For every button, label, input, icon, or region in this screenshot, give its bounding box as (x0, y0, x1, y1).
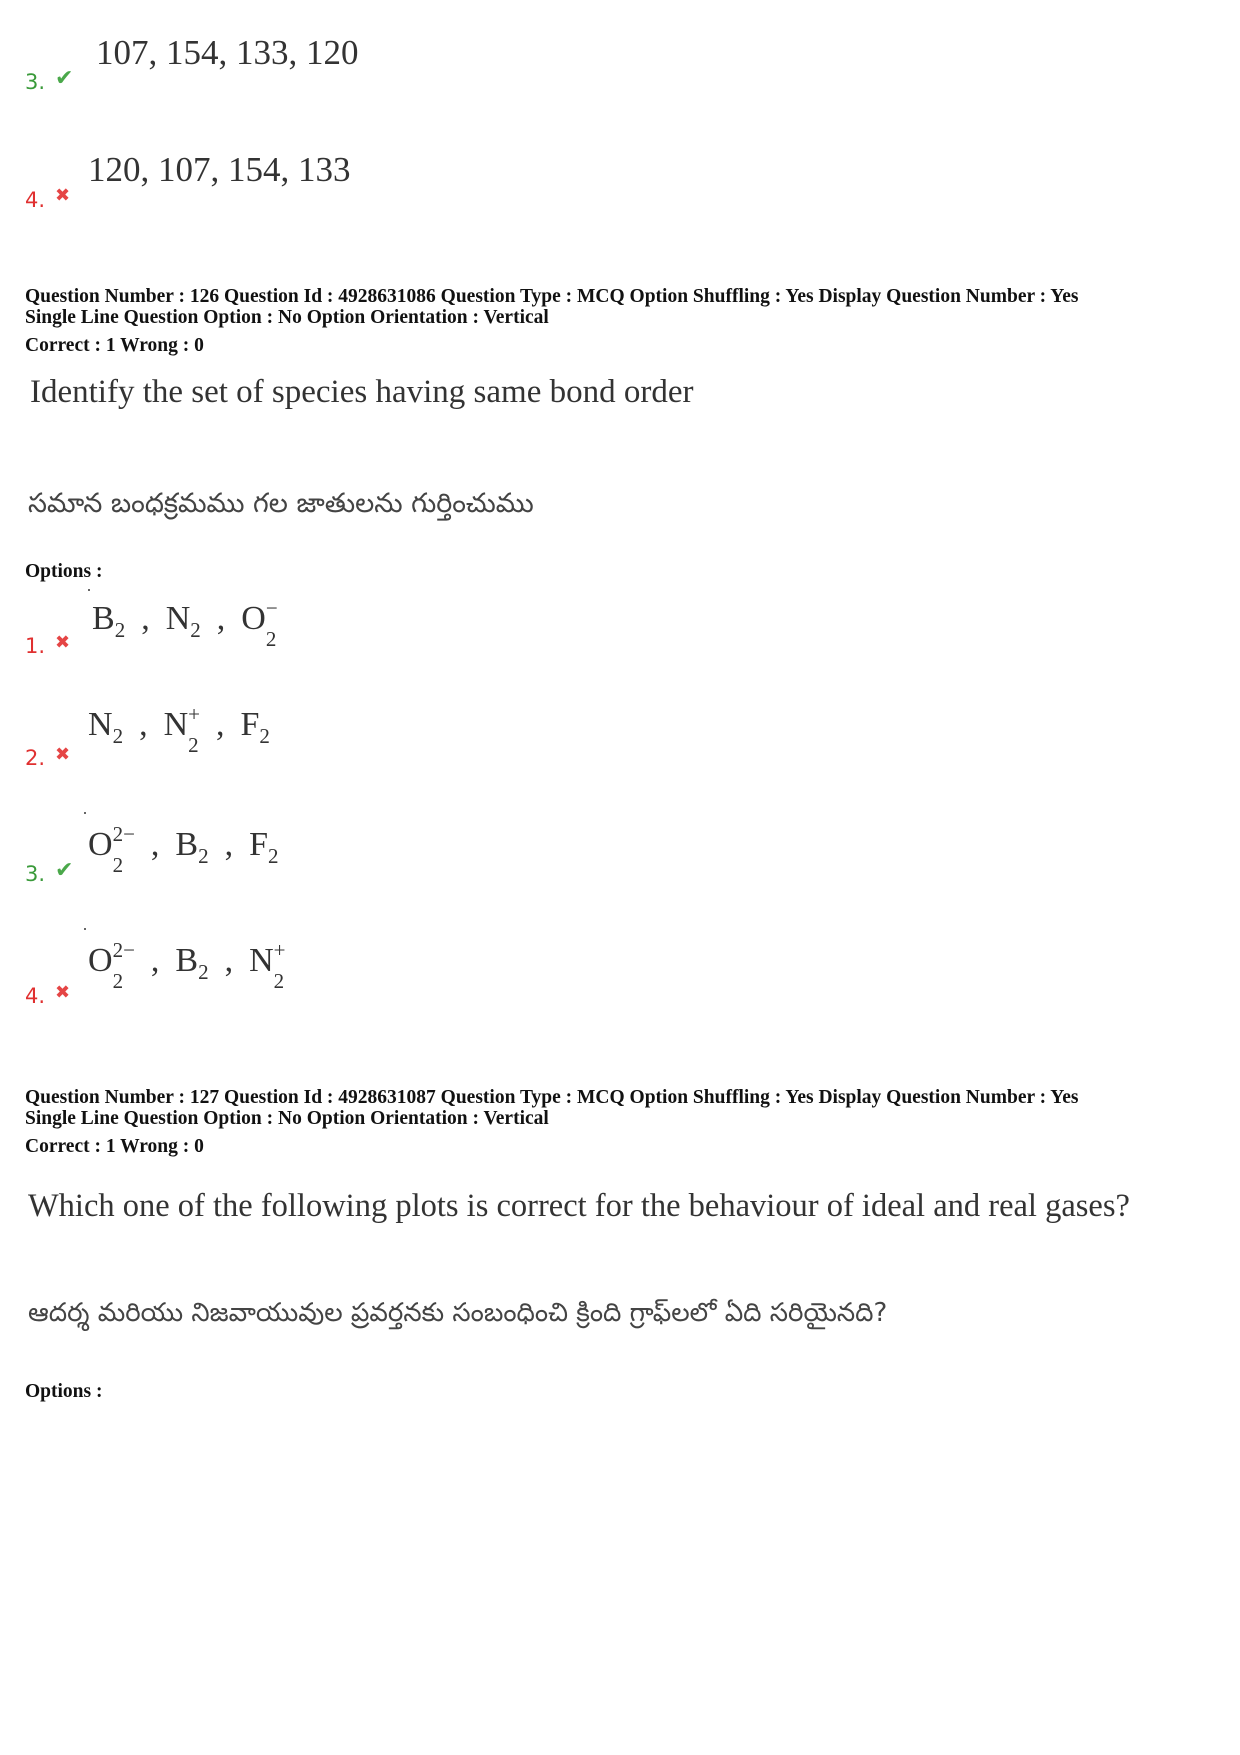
species-n2: $N_2$ (88, 706, 124, 748)
question-text-telugu: ఆదర్శ మరియు నిజవాయువుల ప్రవర్తనకు సంబంధించి క్రింది గ్రాఫ్‌లలో ఏది సరియైనది? (28, 1298, 888, 1328)
question-meta-line2: Single Line Question Option : No Option Orientation : Vertical (25, 307, 549, 328)
question-marks: Correct : 1 Wrong : 0 (25, 1136, 204, 1157)
option-text: 107, 154, 133, 120 (96, 33, 359, 72)
species-b2: $B_2$ (175, 826, 209, 868)
option-text: 120, 107, 154, 133 (88, 150, 351, 189)
options-label: Options : (25, 1381, 103, 1402)
question-meta-line2: Single Line Question Option : No Option Orientation : Vertical (25, 1108, 549, 1129)
options-label: Options : (25, 561, 103, 582)
question-text-telugu: సమాన బంధక్రమము గల జాతులను గుర్తించుము (28, 488, 534, 519)
species-b2: $B_2$ (92, 600, 126, 642)
question-text-english: Identify the set of species having same bond order (30, 374, 694, 410)
scan-dot (84, 928, 86, 930)
option-number: 1. (25, 634, 46, 658)
cross-icon: ✖ (55, 982, 71, 1003)
option-formula: $N_2$ , N + 2 , $F_2$ (88, 702, 270, 757)
scan-dot (84, 812, 86, 814)
scan-dot (88, 589, 90, 591)
cross-icon: ✖ (55, 632, 71, 653)
option-formula: O 2− 2 , $B_2$ , N + 2 (88, 938, 286, 993)
question-text-english: Which one of the following plots is correct for the behaviour of ideal and real gases? (28, 1188, 1130, 1224)
check-icon: ✔ (55, 66, 74, 91)
option-formula: $B_2$ , $N_2$ , O − 2 (92, 596, 278, 651)
cross-icon: ✖ (55, 185, 71, 206)
species-o2-2minus: O 2− 2 (88, 938, 135, 993)
species-n2-plus: N + 2 (163, 702, 200, 757)
option-number: 3. (25, 862, 46, 886)
species-b2: $B_2$ (175, 942, 209, 984)
option-number: 2. (25, 746, 46, 770)
check-icon: ✔ (55, 858, 74, 883)
option-number: 3. (25, 70, 46, 94)
question-meta-line1: Question Number : 127 Question Id : 4928631087 Question Type : MCQ Option Shuffling : Yes Display Question Number : Yes (25, 1087, 1079, 1108)
question-marks: Correct : 1 Wrong : 0 (25, 335, 204, 356)
species-f2: $F_2$ (240, 706, 270, 748)
species-o2-minus: O − 2 (241, 596, 278, 651)
species-f2: $F_2$ (249, 826, 279, 868)
option-number: 4. (25, 188, 46, 212)
question-meta-line1: Question Number : 126 Question Id : 4928631086 Question Type : MCQ Option Shuffling : Yes Display Question Number : Yes (25, 286, 1079, 307)
option-formula: O 2− 2 , $B_2$ , $F_2$ (88, 822, 279, 877)
cross-icon: ✖ (55, 744, 71, 765)
option-number: 4. (25, 984, 46, 1008)
species-n2: $N_2$ (165, 600, 201, 642)
species-n2-plus: N + 2 (249, 938, 286, 993)
species-o2-2minus: O 2− 2 (88, 822, 135, 877)
